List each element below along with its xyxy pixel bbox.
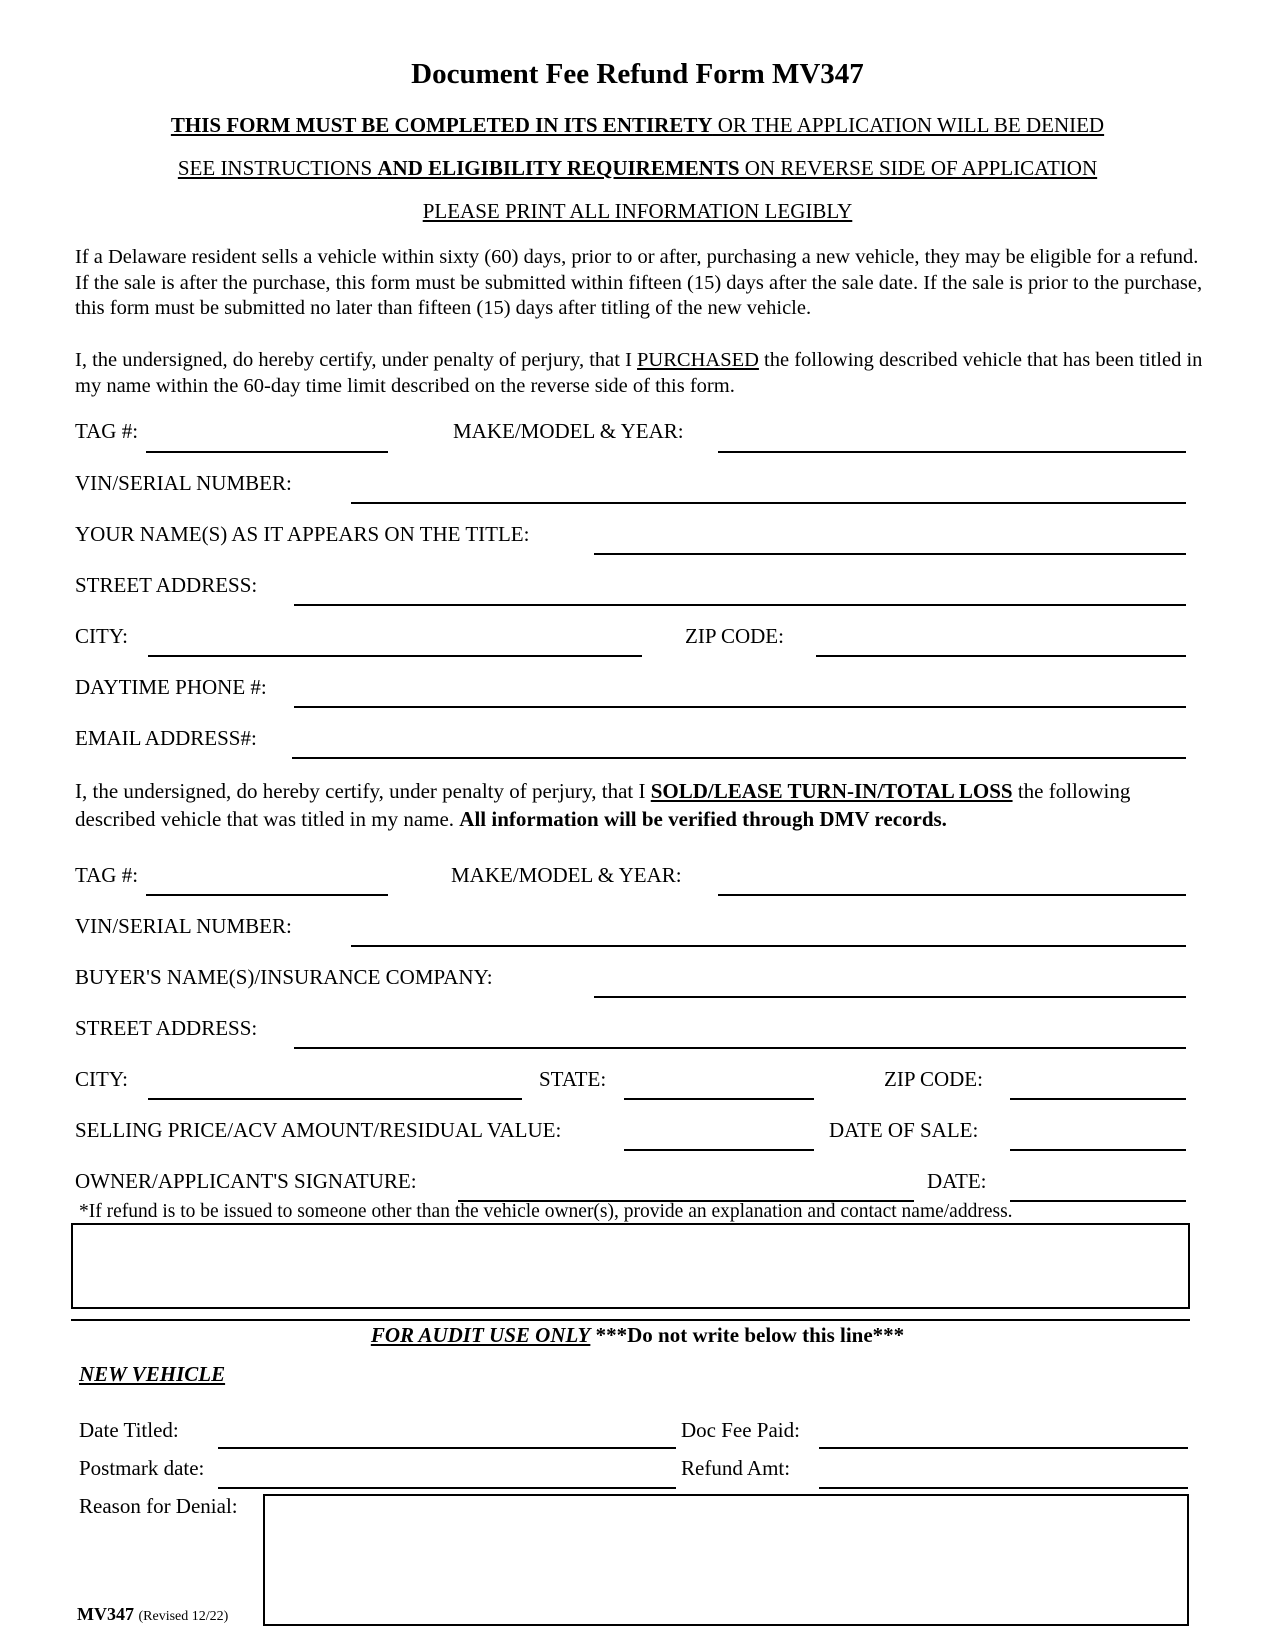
postmark-field[interactable] (218, 1461, 676, 1489)
purchase-make-label: MAKE/MODEL & YEAR: (453, 419, 684, 443)
postmark-label: Postmark date: (79, 1456, 205, 1480)
sale-vin-field[interactable] (351, 919, 1186, 947)
buyer-name-field[interactable] (594, 970, 1186, 998)
purchase-vin-label: VIN/SERIAL NUMBER: (75, 471, 292, 495)
purchase-cert-a: I, the undersigned, do hereby certify, under penalty of perjury, that I (75, 349, 638, 371)
print-notice (0, 199, 1275, 223)
selling-price-label: SELLING PRICE/ACV AMOUNT/RESIDUAL VALUE: (75, 1118, 562, 1142)
purchase-make-field[interactable] (718, 425, 1186, 453)
owner-email-label: EMAIL ADDRESS#: (75, 726, 257, 750)
sale-tag-label: TAG #: (75, 863, 139, 887)
owner-phone-field[interactable] (294, 680, 1186, 708)
purchase-tag-label: TAG #: (75, 419, 139, 443)
completion-warning (0, 113, 1275, 137)
date-titled-field[interactable] (218, 1421, 676, 1449)
owner-name-label: YOUR NAME(S) AS IT APPEARS ON THE TITLE: (75, 522, 530, 546)
instructions-notice (0, 156, 1275, 180)
footer-revision: (Revised 12/22) (138, 1609, 229, 1624)
purchase-vin-field[interactable] (351, 476, 1186, 504)
owner-email-field[interactable] (292, 731, 1186, 759)
refund-explanation-box[interactable] (71, 1223, 1190, 1309)
doc-fee-field[interactable] (819, 1421, 1188, 1449)
sale-cert-a: I, the undersigned, do hereby certify, under penalty of perjury, that I (75, 779, 651, 803)
form-footer (77, 1602, 228, 1629)
signature-date-label: DATE: (927, 1169, 987, 1193)
denial-label: Reason for Denial: (79, 1494, 238, 1518)
date-of-sale-label: DATE OF SALE: (829, 1118, 979, 1142)
sale-vin-label: VIN/SERIAL NUMBER: (75, 914, 292, 938)
sale-cert-b: the following described vehicle that was titled in my name. (75, 779, 1131, 831)
buyer-state-field[interactable] (624, 1072, 814, 1100)
purchase-certification (75, 348, 1205, 399)
buyer-zip-field[interactable] (1010, 1072, 1186, 1100)
owner-zip-label: ZIP CODE: (685, 624, 784, 648)
date-of-sale-field[interactable] (1010, 1123, 1186, 1151)
signature-date-field[interactable] (1010, 1174, 1186, 1202)
completion-warning-rest: OR THE APPLICATION WILL BE DENIED (712, 113, 1105, 137)
sale-tag-field[interactable] (146, 868, 388, 896)
footer-form-id: MV347 (77, 1604, 134, 1624)
owner-street-label: STREET ADDRESS: (75, 573, 258, 597)
buyer-state-label: STATE: (539, 1067, 607, 1091)
sale-make-label: MAKE/MODEL & YEAR: (451, 863, 682, 887)
owner-city-field[interactable] (148, 629, 642, 657)
buyer-street-field[interactable] (294, 1021, 1186, 1049)
owner-street-field[interactable] (294, 578, 1186, 606)
buyer-city-label: CITY: (75, 1067, 128, 1091)
refund-amt-field[interactable] (819, 1461, 1188, 1489)
instructions-notice-b: AND ELIGIBILITY REQUIREMENTS (377, 156, 740, 180)
new-vehicle-heading: NEW VEHICLE (79, 1362, 226, 1386)
purchase-tag-field[interactable] (146, 425, 388, 453)
owner-zip-field[interactable] (816, 629, 1186, 657)
signature-field[interactable] (458, 1174, 914, 1202)
doc-fee-label: Doc Fee Paid: (681, 1418, 800, 1442)
buyer-zip-label: ZIP CODE: (884, 1067, 983, 1091)
form-title: Document Fee Refund Form MV347 (411, 58, 864, 90)
date-titled-label: Date Titled: (79, 1418, 179, 1442)
intro-paragraph: If a Delaware resident sells a vehicle within sixty (60) days, prior to or after, purchasing a new vehicle, they may be eligible for a refund. If the sale is after the purchase, this form must be submitted within fifteen (15) days after the sale date. If the sale is prior to the purchase, this form must be submitted no later than fifteen (15) days after titling of the new vehicle. (75, 246, 1203, 319)
purchase-cert-b: the following described vehicle that has been titled in my name within the 60-day time limit described on the reverse side of this form. (75, 349, 1203, 397)
instructions-notice-a: SEE INSTRUCTIONS (177, 156, 378, 180)
sale-cert-keyword: SOLD/LEASE TURN-IN/TOTAL LOSS (650, 779, 1013, 803)
refund-note: *If refund is to be issued to someone other than the vehicle owner(s), provide an explanation and contact name/address. (79, 1201, 1013, 1222)
audit-divider (71, 1319, 1190, 1321)
signature-label: OWNER/APPLICANT'S SIGNATURE: (75, 1169, 417, 1193)
audit-heading (0, 1323, 1275, 1347)
buyer-name-label: BUYER'S NAME(S)/INSURANCE COMPANY: (75, 965, 493, 989)
audit-heading-rest: ***Do not write below this line*** (590, 1323, 905, 1347)
sale-make-field[interactable] (718, 868, 1186, 896)
instructions-notice-c: ON REVERSE SIDE OF APPLICATION (739, 156, 1098, 180)
sale-certification (75, 777, 1205, 833)
audit-heading-main: FOR AUDIT USE ONLY (370, 1323, 591, 1347)
purchase-cert-keyword: PURCHASED (637, 349, 759, 371)
refund-amt-label: Refund Amt: (681, 1456, 791, 1480)
buyer-street-label: STREET ADDRESS: (75, 1016, 258, 1040)
selling-price-field[interactable] (624, 1123, 814, 1151)
owner-city-label: CITY: (75, 624, 128, 648)
sale-cert-bold: All information will be verified through DMV records. (459, 807, 947, 831)
owner-name-field[interactable] (594, 527, 1186, 555)
completion-warning-bold: THIS FORM MUST BE COMPLETED IN ITS ENTIRETY (170, 113, 713, 137)
denial-reason-box[interactable] (263, 1494, 1189, 1626)
buyer-city-field[interactable] (148, 1072, 522, 1100)
print-notice-text: PLEASE PRINT ALL INFORMATION LEGIBLY (422, 199, 853, 223)
owner-phone-label: DAYTIME PHONE #: (75, 675, 267, 699)
